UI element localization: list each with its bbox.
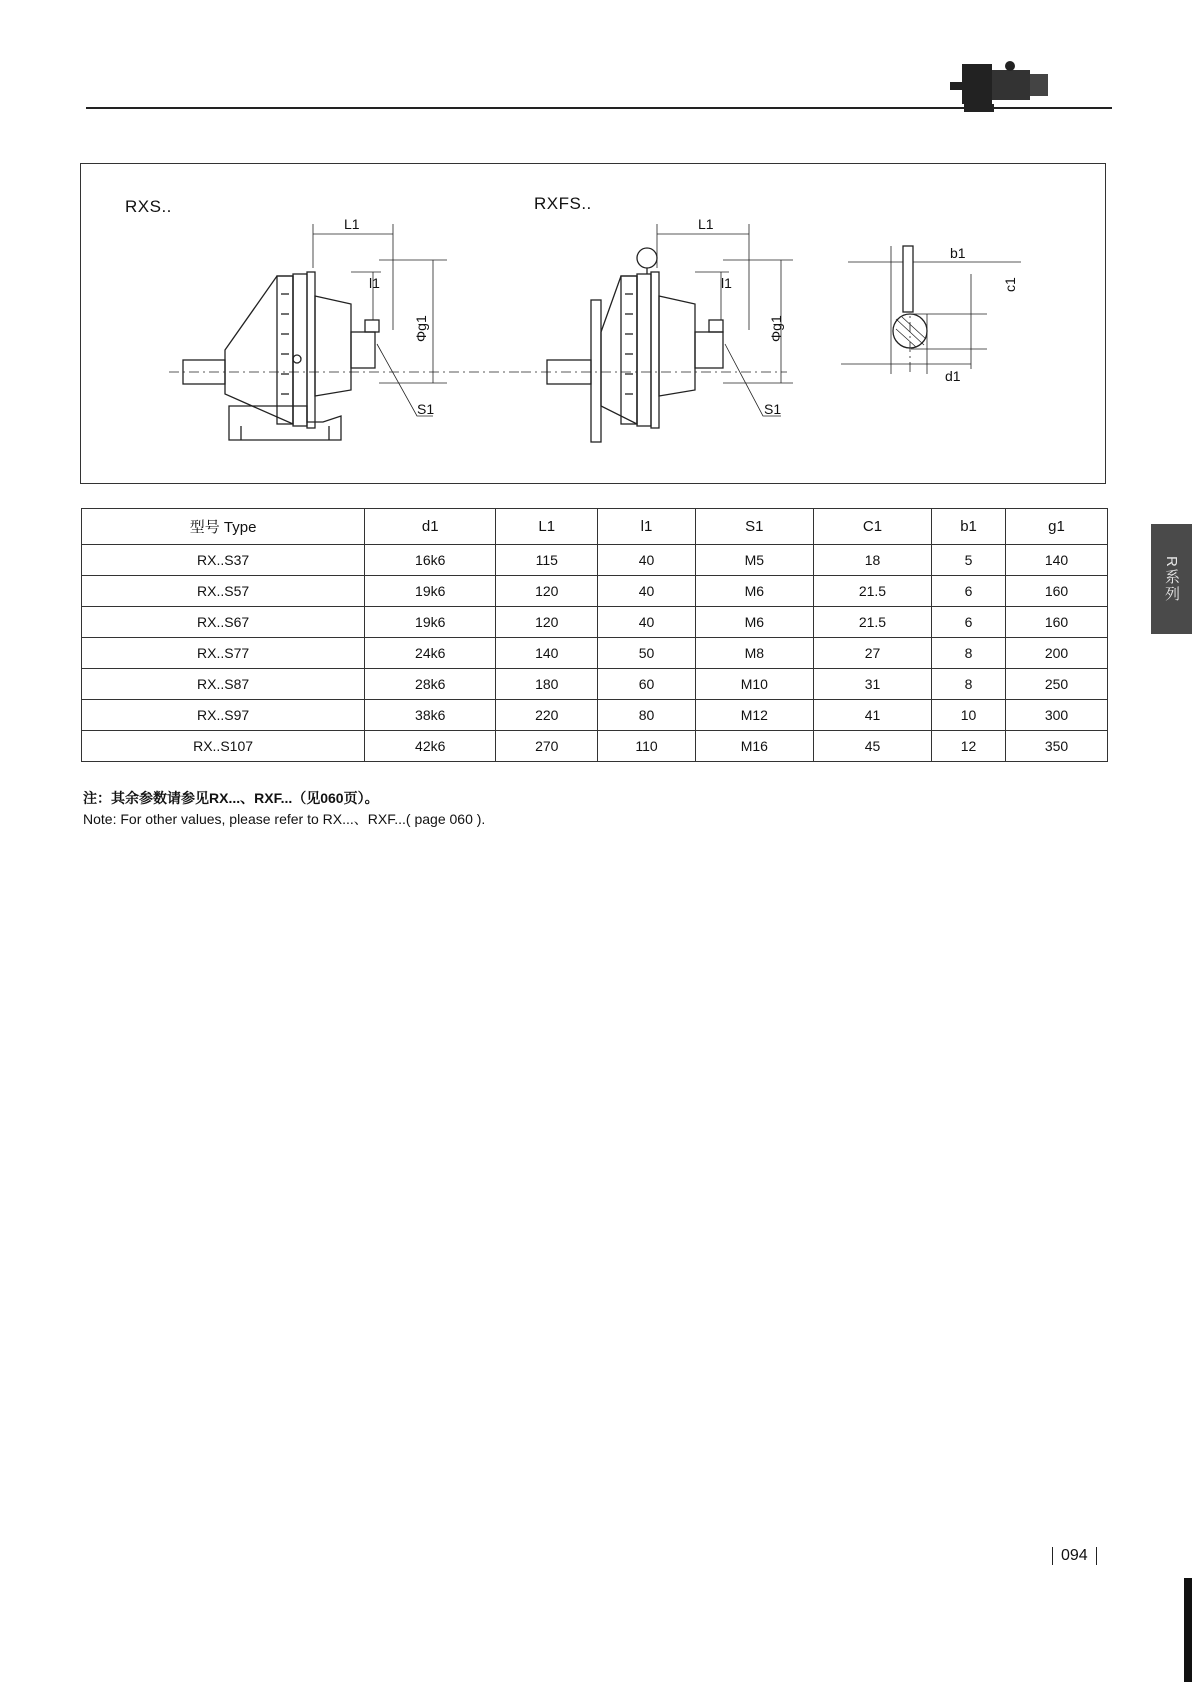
cell-d1: 28k6 — [365, 669, 496, 700]
rxs-S1-label: S1 — [417, 401, 435, 417]
cell-d1: 16k6 — [365, 545, 496, 576]
cell-L1: 120 — [496, 607, 598, 638]
cell-S1: M5 — [695, 545, 813, 576]
cell-type: RX..S37 — [82, 545, 365, 576]
cell-C1: 21.5 — [813, 607, 931, 638]
cell-d1: 24k6 — [365, 638, 496, 669]
rxfs-L1-label: L1 — [698, 216, 714, 232]
cell-L1: 120 — [496, 576, 598, 607]
note-chinese: 注：其余参数请参见RX...、RXF...（见060页）。 — [83, 790, 379, 806]
edge-mark — [1184, 1578, 1192, 1682]
cell-L1: 140 — [496, 638, 598, 669]
rxfs-S1-label: S1 — [764, 401, 782, 417]
rxs-L1-label: L1 — [344, 216, 360, 232]
notes — [83, 788, 485, 830]
cell-S1: M16 — [695, 731, 813, 762]
page-number-divider — [1096, 1547, 1097, 1565]
cell-l1: 80 — [598, 700, 696, 731]
cell-l1: 40 — [598, 576, 696, 607]
cell-type: RX..S87 — [82, 669, 365, 700]
rxfs-title: RXFS.. — [534, 194, 592, 213]
header-S1: S1 — [695, 509, 813, 545]
cell-C1: 31 — [813, 669, 931, 700]
dimension-table — [81, 508, 1108, 762]
cell-L1: 180 — [496, 669, 598, 700]
table-row — [82, 545, 1108, 576]
header-L1: L1 — [496, 509, 598, 545]
rxfs-drawing — [521, 224, 793, 442]
cell-b1: 8 — [932, 669, 1006, 700]
cell-C1: 45 — [813, 731, 931, 762]
series-tab — [1151, 524, 1192, 634]
rxs-title: RXS.. — [125, 197, 172, 216]
header-b1: b1 — [932, 509, 1006, 545]
shaft-d1-label: d1 — [945, 368, 961, 384]
shaft-c1-label: c1 — [1002, 277, 1018, 292]
shaft-section-drawing — [841, 246, 1021, 374]
series-tab-label: R系列 — [1163, 555, 1180, 603]
gear-motor-icon — [950, 52, 1060, 122]
cell-C1: 21.5 — [813, 576, 931, 607]
header-d1: d1 — [365, 509, 496, 545]
cell-b1: 12 — [932, 731, 1006, 762]
page-number-divider — [1052, 1547, 1053, 1565]
cell-L1: 270 — [496, 731, 598, 762]
header-g1: g1 — [1006, 509, 1108, 545]
cell-C1: 27 — [813, 638, 931, 669]
cell-g1: 160 — [1006, 576, 1108, 607]
cell-S1: M6 — [695, 607, 813, 638]
cell-g1: 300 — [1006, 700, 1108, 731]
dimension-diagram-panel — [80, 163, 1106, 484]
cell-g1: 250 — [1006, 669, 1108, 700]
header-C1: C1 — [813, 509, 931, 545]
cell-b1: 6 — [932, 607, 1006, 638]
table-row — [82, 607, 1108, 638]
cell-S1: M6 — [695, 576, 813, 607]
cell-l1: 60 — [598, 669, 696, 700]
cell-g1: 350 — [1006, 731, 1108, 762]
rxs-g1-label: Φg1 — [413, 315, 429, 342]
cell-L1: 115 — [496, 545, 598, 576]
rxs-drawing — [169, 224, 521, 440]
cell-b1: 8 — [932, 638, 1006, 669]
cell-d1: 19k6 — [365, 576, 496, 607]
rxfs-l1-label: l1 — [721, 275, 732, 291]
rxfs-g1-label: Φg1 — [768, 315, 784, 342]
cell-L1: 220 — [496, 700, 598, 731]
table-header-row — [82, 509, 1108, 545]
shaft-b1-label: b1 — [950, 245, 966, 261]
cell-S1: M10 — [695, 669, 813, 700]
table-row — [82, 731, 1108, 762]
cell-d1: 38k6 — [365, 700, 496, 731]
cell-C1: 18 — [813, 545, 931, 576]
table-row — [82, 669, 1108, 700]
cell-d1: 19k6 — [365, 607, 496, 638]
header-l1: l1 — [598, 509, 696, 545]
cell-type: RX..S67 — [82, 607, 365, 638]
cell-type: RX..S57 — [82, 576, 365, 607]
dimension-drawings — [81, 164, 1107, 485]
table-row — [82, 700, 1108, 731]
cell-type: RX..S77 — [82, 638, 365, 669]
cell-g1: 200 — [1006, 638, 1108, 669]
cell-type: RX..S107 — [82, 731, 365, 762]
cell-b1: 5 — [932, 545, 1006, 576]
cell-C1: 41 — [813, 700, 931, 731]
cell-b1: 6 — [932, 576, 1006, 607]
note-english: Note: For other values, please refer to RX...、RXF...( page 060 ). — [83, 811, 486, 827]
cell-S1: M12 — [695, 700, 813, 731]
cell-l1: 40 — [598, 545, 696, 576]
cell-g1: 160 — [1006, 607, 1108, 638]
header-type: 型号 Type — [82, 509, 365, 545]
cell-g1: 140 — [1006, 545, 1108, 576]
cell-b1: 10 — [932, 700, 1006, 731]
cell-d1: 42k6 — [365, 731, 496, 762]
rxs-l1-label: l1 — [369, 275, 380, 291]
table-row — [82, 576, 1108, 607]
table-row — [82, 638, 1108, 669]
page-number-area — [1044, 1547, 1105, 1565]
cell-type: RX..S97 — [82, 700, 365, 731]
cell-l1: 110 — [598, 731, 696, 762]
cell-l1: 50 — [598, 638, 696, 669]
cell-S1: M8 — [695, 638, 813, 669]
page-number: 094 — [1061, 1547, 1088, 1565]
cell-l1: 40 — [598, 607, 696, 638]
